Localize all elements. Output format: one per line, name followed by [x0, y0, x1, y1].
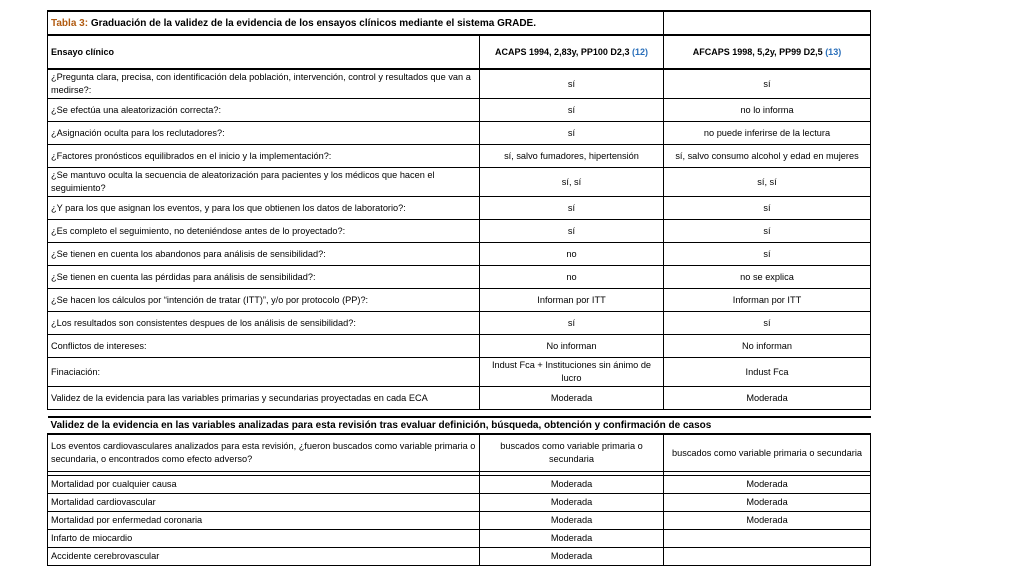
afcaps-cell: Moderada	[664, 476, 871, 494]
outcome-row	[48, 512, 871, 530]
table-title	[48, 11, 664, 35]
table-row	[48, 387, 871, 410]
question-cell: ¿Asignación oculta para los reclutadores?:	[48, 122, 480, 145]
afcaps-cell: Indust Fca	[664, 358, 871, 387]
question-cell: ¿Pregunta clara, precisa, con identificación dela población, intervención, control y resultados que van a medirse?:	[48, 69, 480, 99]
afcaps-cell: Informan por ITT	[664, 289, 871, 312]
outcome-row	[48, 476, 871, 494]
header-afcaps-text: AFCAPS 1998, 5,2y, PP99 D2,5	[692, 46, 826, 57]
question-cell: ¿Se mantuvo oculta la secuencia de aleatorización para pacientes y los médicos que hacen el seguimiento?	[48, 168, 480, 197]
spacer-cell	[480, 410, 664, 418]
header-ensayo-clinico: Ensayo clínico	[48, 35, 480, 69]
spacer-row	[48, 410, 871, 418]
afcaps-cell: buscados como variable primaria o secundaria	[664, 434, 871, 472]
question-cell: Conflictos de intereses:	[48, 335, 480, 358]
acaps-cell: Moderada	[480, 530, 664, 548]
acaps-cell: Moderada	[480, 476, 664, 494]
table-row	[48, 312, 871, 335]
table-row	[48, 99, 871, 122]
header-afcaps	[664, 35, 871, 69]
header-afcaps-ref-link[interactable]: (13)	[825, 46, 842, 57]
question-cell: ¿Factores pronósticos equilibrados en el inicio y la implementación?:	[48, 145, 480, 168]
afcaps-cell: sí, salvo consumo alcohol y edad en mujeres	[664, 145, 871, 168]
afcaps-cell: Moderada	[664, 387, 871, 410]
acaps-cell: Indust Fca + Instituciones sin ánimo de lucro	[480, 358, 664, 387]
acaps-cell: sí, sí	[480, 168, 664, 197]
table-title-empty-cell	[664, 11, 871, 35]
grade-table-sheet	[47, 10, 870, 566]
question-cell: ¿Se tienen en cuenta los abandonos para análisis de sensibilidad?:	[48, 243, 480, 266]
afcaps-cell: sí, sí	[664, 168, 871, 197]
acaps-cell: sí	[480, 197, 664, 220]
afcaps-cell: sí	[664, 312, 871, 335]
section-subtitle-row	[48, 417, 871, 434]
header-acaps-text: ACAPS 1994, 2,83y, PP100 D2,3	[495, 46, 632, 57]
afcaps-cell: Moderada	[664, 512, 871, 530]
acaps-cell: Moderada	[480, 512, 664, 530]
acaps-cell: sí, salvo fumadores, hipertensión	[480, 145, 664, 168]
acaps-cell: Moderada	[480, 548, 664, 566]
question-cell: ¿Se tienen en cuenta las pérdidas para análisis de sensibilidad?:	[48, 266, 480, 289]
table-row	[48, 145, 871, 168]
question-cell: Accidente cerebrovascular	[48, 548, 480, 566]
table-row	[48, 243, 871, 266]
table-title-row	[48, 11, 871, 35]
acaps-cell: Moderada	[480, 387, 664, 410]
outcome-row	[48, 494, 871, 512]
outcome-row	[48, 548, 871, 566]
acaps-cell: No informan	[480, 335, 664, 358]
afcaps-cell	[664, 530, 871, 548]
table-row	[48, 266, 871, 289]
acaps-cell: no	[480, 266, 664, 289]
section-subtitle: Validez de la evidencia en las variables analizadas para esta revisión tras evaluar definición, búsqueda, obtención y confirmación de casos	[48, 417, 871, 434]
table-header-row	[48, 35, 871, 69]
header-acaps-ref-link[interactable]: (12)	[631, 46, 648, 57]
afcaps-cell: Moderada	[664, 494, 871, 512]
table-title-text: Graduación de la validez de la evidencia de los ensayos clínicos mediante el sistema GRADE.	[88, 17, 536, 29]
question-cell: ¿Es completo el seguimiento, no deteniéndose antes de lo proyectado?:	[48, 220, 480, 243]
question-cell: Mortalidad cardiovascular	[48, 494, 480, 512]
table-row	[48, 168, 871, 197]
question-cell: ¿Los resultados son consistentes despues de los análisis de sensibilidad?:	[48, 312, 480, 335]
header-acaps	[480, 35, 664, 69]
afcaps-cell: no puede inferirse de la lectura	[664, 122, 871, 145]
afcaps-cell: sí	[664, 243, 871, 266]
table-row	[48, 335, 871, 358]
acaps-cell: Moderada	[480, 494, 664, 512]
acaps-cell: sí	[480, 312, 664, 335]
question-cell: ¿Se hacen los cálculos por “intención de tratar (ITT)”, y/o por protocolo (PP)?:	[48, 289, 480, 312]
afcaps-cell: No informan	[664, 335, 871, 358]
afcaps-cell: sí	[664, 197, 871, 220]
acaps-cell: Informan por ITT	[480, 289, 664, 312]
afcaps-cell	[664, 548, 871, 566]
question-cell: Mortalidad por cualquier causa	[48, 476, 480, 494]
table-row	[48, 197, 871, 220]
table-row	[48, 122, 871, 145]
acaps-cell: sí	[480, 220, 664, 243]
afcaps-cell: no lo informa	[664, 99, 871, 122]
table-row	[48, 220, 871, 243]
outcome-row	[48, 530, 871, 548]
question-cell: Los eventos cardiovasculares analizados para esta revisión, ¿fueron buscados como variable primaria o secundaria, o encontrados como efecto adverso?	[48, 434, 480, 472]
question-cell: Finaciación:	[48, 358, 480, 387]
question-cell: Mortalidad por enfermedad coronaria	[48, 512, 480, 530]
question-cell: ¿Y para los que asignan los eventos, y para los que obtienen los datos de laboratorio?:	[48, 197, 480, 220]
question-cell: Validez de la evidencia para las variables primarias y secundarias proyectadas en cada ECA	[48, 387, 480, 410]
table-row	[48, 69, 871, 99]
acaps-cell: buscados como variable primaria o secundaria	[480, 434, 664, 472]
afcaps-cell: no se explica	[664, 266, 871, 289]
acaps-cell: sí	[480, 122, 664, 145]
grade-table	[47, 10, 871, 566]
table-row	[48, 358, 871, 387]
spacer-cell	[48, 410, 480, 418]
table-row	[48, 289, 871, 312]
question-cell: ¿Se efectúa una aleatorización correcta?:	[48, 99, 480, 122]
question-cell: Infarto de miocardio	[48, 530, 480, 548]
afcaps-cell: sí	[664, 220, 871, 243]
acaps-cell: no	[480, 243, 664, 266]
table-title-label: Tabla 3:	[51, 17, 89, 29]
table-row	[48, 434, 871, 472]
acaps-cell: sí	[480, 69, 664, 99]
spacer-cell	[664, 410, 871, 418]
afcaps-cell: sí	[664, 69, 871, 99]
acaps-cell: sí	[480, 99, 664, 122]
